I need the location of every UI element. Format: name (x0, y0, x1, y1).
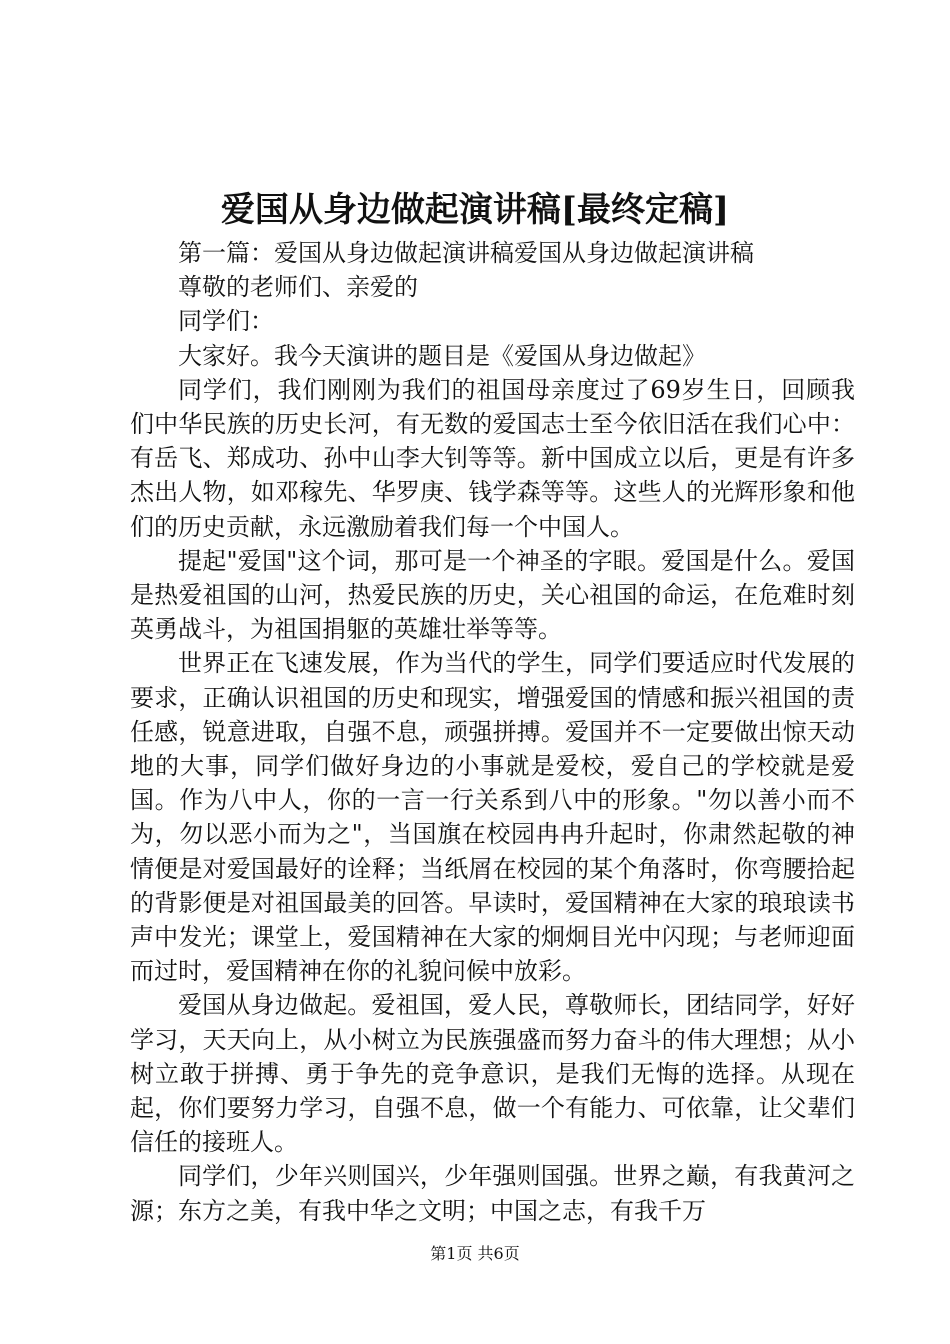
page-number-footer: 第1页 共6页 (430, 1244, 520, 1263)
paragraph-youth: 同学们，少年兴则国兴，少年强则国强。世界之巅，有我黄河之源；东方之美，有我中华之文明；中国之志，有我千万 (130, 1162, 855, 1225)
paragraph-greeting: 大家好。我今天演讲的题目是《爱国从身边做起》 (178, 341, 706, 370)
document-title: 爱国从身边做起演讲稿[最终定稿] (220, 190, 730, 230)
paragraph-history: 同学们，我们刚刚为我们的祖国母亲度过了69岁生日，回顾我们中华民族的历史长河，有无数的爱国志士至今依旧活在我们心中：有岳飞、郑成功、孙中山李大钊等等。新中国成立以后，更是有许多杰出人物，如邓稼先、华罗庚、钱学森等等。这些人的光辉形象和他们的历史贡献，永远激励着我们每一个中国人。 (130, 375, 855, 541)
paragraph-start-from-yourself: 爱国从身边做起。爱祖国，爱人民，尊敬师长，团结同学，好好学习，天天向上，从小树立为民族强盛而努力奋斗的伟大理想；从小树立敢于拼搏、勇于争先的竞争意识，是我们无悔的选择。从现在起，你们要努力学习，自强不息，做一个有能力、可依靠，让父辈们信任的接班人。 (130, 991, 855, 1157)
paragraph-what-is-patriotism: 提起"爱国"这个词，那可是一个神圣的字眼。爱国是什么。爱国是热爱祖国的山河，热爱民族的历史，关心祖国的命运，在危难时刻英勇战斗，为祖国捐躯的英雄壮举等等。 (130, 546, 855, 644)
paragraph-salutation-continued: 同学们： (178, 307, 274, 336)
document-body (130, 236, 855, 1228)
paragraph-section-heading: 第一篇：爱国从身边做起演讲稿爱国从身边做起演讲稿 (178, 239, 754, 267)
paragraph-world-development: 世界正在飞速发展，作为当代的学生，同学们要适应时代发展的要求，正确认识祖国的历史和现实，增强爱国的情感和振兴祖国的责任感，锐意进取，自强不息，顽强拼搏。爱国并不一定要做出惊天动地的大事，同学们做好身边的小事就是爱校，爱自己的学校就是爱国。作为八中人，你的一言一行关系到八中的形象。"勿以善小而不为，勿以恶小而为之"，当国旗在校园冉冉升起时，你肃然起敬的神情便是对爱国最好的诠释；当纸屑在校园的某个角落时，你弯腰拾起的背影便是对祖国最美的回答。早读时，爱国精神在大家的琅琅读书声中发光；课堂上，爱国精神在大家的炯炯目光中闪现；与老师迎面而过时，爱国精神在你的礼貌问候中放彩。 (130, 649, 855, 986)
paragraph-salutation: 尊敬的老师们、亲爱的 (178, 273, 418, 302)
